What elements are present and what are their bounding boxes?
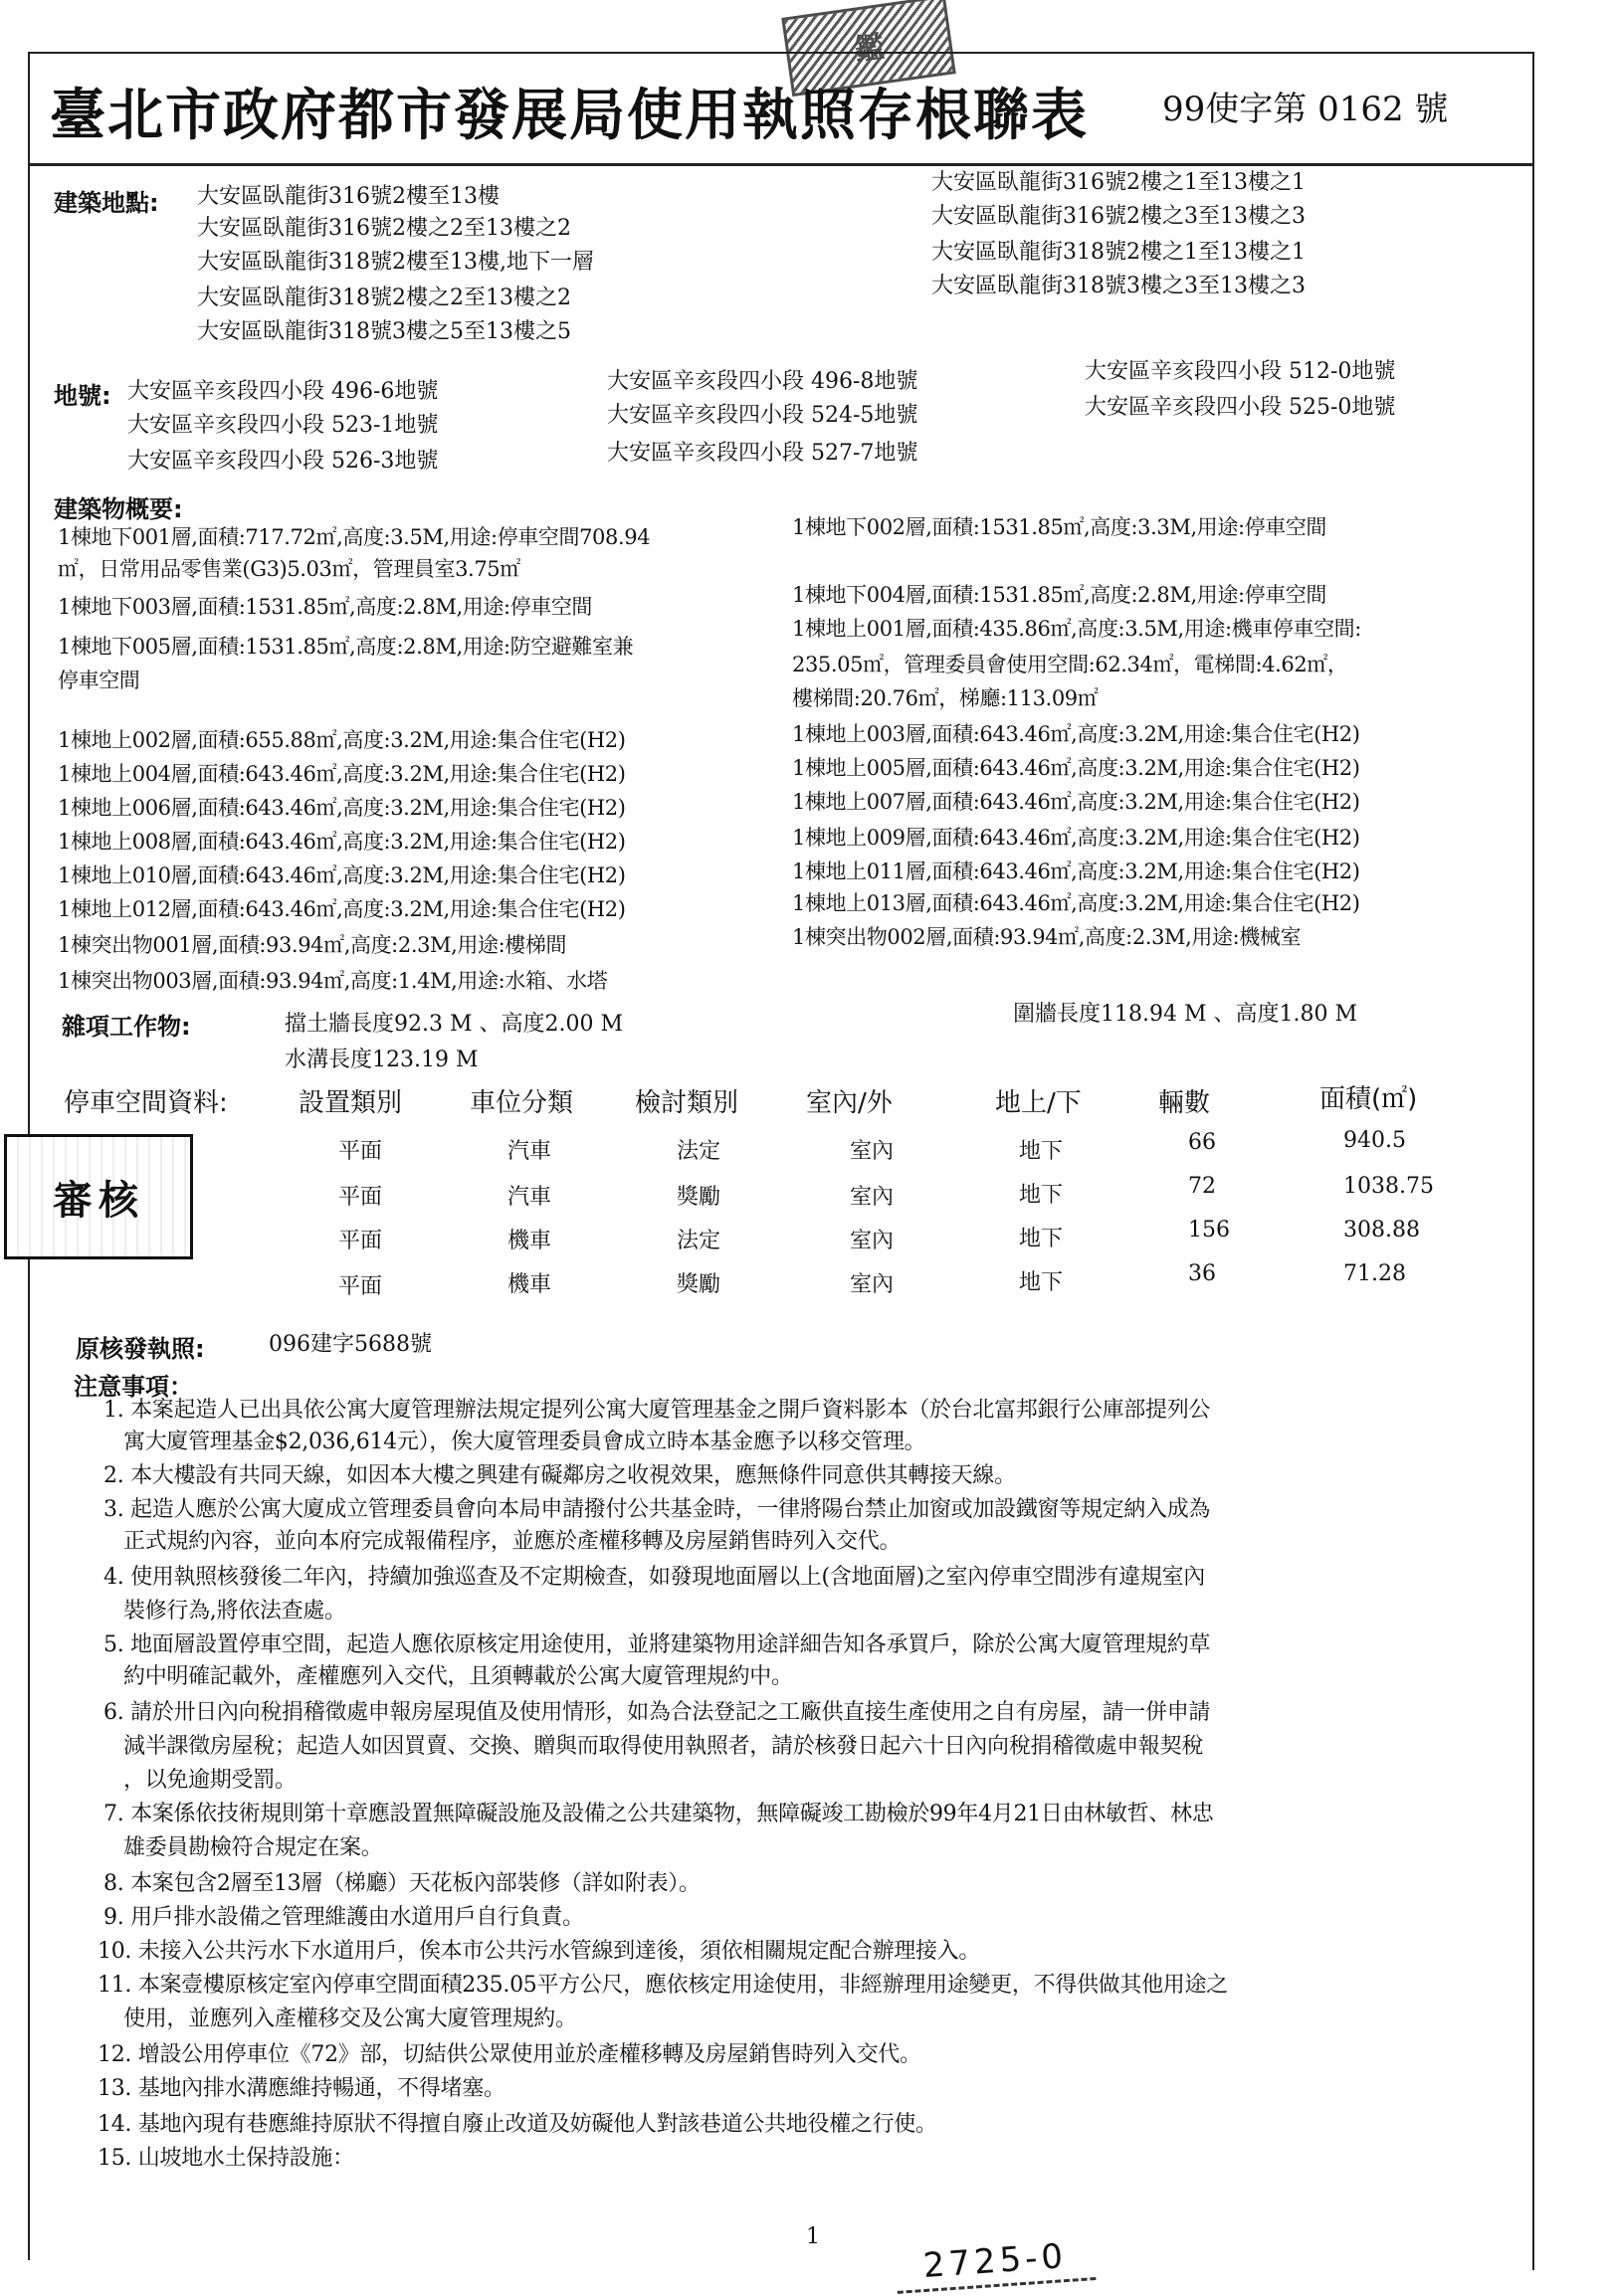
- parking-cell: 法定: [677, 1229, 721, 1253]
- notes-label: 注意事項：: [74, 1373, 193, 1401]
- note-line: 5. 地面層設置停車空間，起造人應依原核定用途使用，並將建築物用途詳細告知各承買戶，除於公寓大廈管理規約草: [103, 1632, 1211, 1657]
- overview-line-right: 1棟地上005層,面積:643.46㎡,高度:3.2M,用途:集合住宅(H2): [792, 756, 1360, 780]
- parking-cell: 156: [1188, 1218, 1230, 1243]
- overview-line-right: 1棟地上011層,面積:643.46㎡,高度:3.2M,用途:集合住宅(H2): [792, 860, 1360, 883]
- site-address-right: 大安區臥龍街318號3樓之3至13樓之3: [931, 274, 1306, 298]
- serial-stamp: 2725-0: [895, 2231, 1097, 2294]
- site-address-left: 大安區臥龍街318號2樓至13樓,地下一層: [197, 250, 594, 275]
- overview-line-left: 1棟地下001層,面積:717.72㎡,高度:3.5M,用途:停車空間708.94: [58, 525, 651, 549]
- parking-label: 停車空間資料:: [64, 1088, 228, 1118]
- lot-number: 大安區辛亥段四小段 512-0地號: [1085, 359, 1396, 384]
- overview-line-right: 1棟地下004層,面積:1531.85㎡,高度:2.8M,用途:停車空間: [792, 583, 1327, 607]
- lot-number: 大安區辛亥段四小段 527-7地號: [607, 441, 918, 466]
- header-rule-top: [28, 52, 1534, 54]
- parking-cell: 室內: [850, 1185, 895, 1210]
- parking-cell: 室內: [850, 1272, 895, 1297]
- note-line: 使用，並應列入產權移交及公寓大廈管理規約。: [123, 2007, 577, 2031]
- parking-cell: 平面: [338, 1229, 383, 1253]
- parking-cell: 1038.75: [1343, 1174, 1434, 1199]
- parking-cell: 平面: [338, 1139, 383, 1164]
- overview-line-left: 1棟地上002層,面積:655.88㎡,高度:3.2M,用途:集合住宅(H2): [58, 728, 626, 752]
- lot-number: 大安區辛亥段四小段 525-0地號: [1085, 395, 1396, 420]
- parking-cell: 平面: [338, 1274, 383, 1299]
- lot-number: 大安區辛亥段四小段 524-5地號: [607, 403, 918, 428]
- note-line: 9. 用戶排水設備之管理維護由水道用戶自行負責。: [103, 1905, 584, 1930]
- parking-cell: 汽車: [507, 1185, 552, 1210]
- site-address-left: 大安區臥龍街316號2樓之2至13樓之2: [197, 216, 571, 241]
- site-address-right: 大安區臥龍街316號2樓之3至13樓之3: [931, 204, 1306, 229]
- lot-number: 大安區辛亥段四小段 526-3地號: [127, 449, 439, 474]
- note-line: 15. 山坡地水土保持設施：: [98, 2146, 354, 2171]
- misc-label: 雜項工作物:: [62, 1013, 191, 1041]
- site-address-left: 大安區臥龍街318號3樓之5至13樓之5: [197, 319, 571, 344]
- overview-line-left: 1棟地下003層,面積:1531.85㎡,高度:2.8M,用途:停車空間: [58, 595, 593, 619]
- note-line: 1. 本案起造人已出具依公寓大廈管理辦法規定提列公寓大廈管理基金之開戶資料影本（於台北富邦銀行公庫部提列公: [103, 1398, 1211, 1423]
- parking-cell: 地下: [1019, 1227, 1064, 1251]
- parking-cell: 獎勵: [677, 1272, 721, 1297]
- site-address-right: 大安區臥龍街316號2樓之1至13樓之1: [931, 170, 1306, 195]
- permit-number: 99使字第 0162 號: [1162, 90, 1449, 129]
- parking-header: 輛數: [1158, 1088, 1211, 1118]
- parking-cell: 室內: [850, 1139, 895, 1164]
- official-seal-top: 鑑: [781, 0, 956, 96]
- misc-item: 圍牆長度118.94 M 、高度1.80 M: [1013, 1002, 1357, 1027]
- parking-cell: 室內: [850, 1229, 895, 1253]
- parking-cell: 308.88: [1343, 1218, 1420, 1243]
- overview-line-left: 1棟地下005層,面積:1531.85㎡,高度:2.8M,用途:防空避難室兼: [58, 635, 634, 659]
- note-line: 7. 本案係依技術規則第十章應設置無障礙設施及設備之公共建築物，無障礙竣工勘檢於99年4月21日由林敏哲、林忠: [103, 1802, 1214, 1826]
- site-address-left: 大安區臥龍街318號2樓之2至13樓之2: [197, 286, 571, 310]
- parking-cell: 地下: [1019, 1183, 1064, 1208]
- site-address-right: 大安區臥龍街318號2樓之1至13樓之1: [931, 240, 1306, 265]
- original-permit-label: 原核發執照:: [76, 1335, 205, 1363]
- lot-number: 大安區辛亥段四小段 496-8地號: [607, 369, 918, 394]
- note-line: 4. 使用執照核發後二年內，持續加強巡查及不定期檢查，如發現地面層以上(含地面層)之室內停車空間涉有違規室內: [103, 1565, 1205, 1590]
- lot-number: 大安區辛亥段四小段 523-1地號: [127, 413, 439, 438]
- overview-line-right: 樓梯間:20.76㎡，梯廳:113.09㎡: [792, 686, 1099, 710]
- overview-line-right: 1棟地下002層,面積:1531.85㎡,高度:3.3M,用途:停車空間: [792, 515, 1327, 539]
- misc-item: 水溝長度123.19 M: [285, 1048, 479, 1072]
- overview-line-left: ㎡，日常用品零售業(G3)5.03㎡，管理員室3.75㎡: [58, 557, 520, 581]
- parking-header: 室內/外: [806, 1088, 893, 1118]
- review-seal: 審核: [4, 1134, 193, 1259]
- page-title: 臺北市政府都市發展局使用執照存根聯表: [50, 84, 1089, 148]
- note-line: 約中明確記載外，產權應列入交代，且須轉載於公寓大廈管理規約中。: [123, 1664, 793, 1689]
- note-line: 8. 本案包含2層至13層（梯廳）天花板內部裝修（詳如附表）。: [103, 1871, 701, 1896]
- note-line: 6. 請於卅日內向稅捐稽徵處申報房屋現值及使用情形，如為合法登記之工廠供直接生產使用之自有房屋，請一併申請: [103, 1700, 1211, 1725]
- overview-line-right: 1棟地上013層,面積:643.46㎡,高度:3.2M,用途:集合住宅(H2): [792, 891, 1360, 915]
- header-rule-bottom: [28, 163, 1534, 166]
- parking-cell: 平面: [338, 1185, 383, 1210]
- parking-cell: 71.28: [1343, 1261, 1406, 1286]
- overview-line-left: 1棟突出物001層,面積:93.94㎡,高度:2.3M,用途:樓梯間: [58, 933, 567, 957]
- parking-cell: 法定: [677, 1139, 721, 1164]
- note-line: 正式規約內容，並向本府完成報備程序，並應於產權移轉及房屋銷售時列入交代。: [123, 1529, 902, 1554]
- parking-header: 地上/下: [995, 1088, 1082, 1118]
- parking-header: 設置類別: [299, 1088, 403, 1118]
- overview-label: 建築物概要:: [54, 495, 183, 523]
- overview-line-left: 停車空間: [58, 669, 140, 692]
- note-line: 13. 基地內排水溝應維持暢通，不得堵塞。: [98, 2076, 505, 2101]
- parking-cell: 72: [1188, 1174, 1216, 1199]
- parking-cell: 地下: [1019, 1270, 1064, 1295]
- parking-header: 檢討類別: [635, 1088, 739, 1118]
- note-line: ，以免逾期受罰。: [123, 1768, 297, 1793]
- note-line: 12. 增設公用停車位《72》部，切結供公眾使用並於產權移轉及房屋銷售時列入交代。: [98, 2042, 921, 2067]
- parking-cell: 機車: [507, 1272, 552, 1297]
- overview-line-left: 1棟地上008層,面積:643.46㎡,高度:3.2M,用途:集合住宅(H2): [58, 830, 626, 854]
- note-line: 10. 未接入公共污水下水道用戶，俟本市公共污水管線到達後，須依相關規定配合辦理接入。: [98, 1939, 981, 1964]
- page-number: 1: [806, 2224, 820, 2249]
- overview-line-left: 1棟地上012層,面積:643.46㎡,高度:3.2M,用途:集合住宅(H2): [58, 897, 626, 921]
- note-line: 裝修行為,將依法查處。: [123, 1599, 346, 1624]
- parking-cell: 66: [1188, 1130, 1216, 1155]
- misc-item: 擋土牆長度92.3 M 、高度2.00 M: [285, 1012, 624, 1037]
- note-line: 寓大廈管理基金$2,036,614元），俟大廈管理委員會成立時本基金應予以移交管理。: [123, 1430, 926, 1454]
- parking-cell: 940.5: [1343, 1128, 1406, 1153]
- overview-line-right: 1棟地上009層,面積:643.46㎡,高度:3.2M,用途:集合住宅(H2): [792, 826, 1360, 850]
- lots-label: 地號:: [54, 382, 111, 410]
- parking-header: 車位分類: [470, 1088, 574, 1118]
- note-line: 14. 基地內現有巷應維持原狀不得擅自廢止改道及妨礙他人對該巷道公共地役權之行使。: [98, 2112, 937, 2137]
- overview-line-right: 1棟地上001層,面積:435.86㎡,高度:3.5M,用途:機車停車空間:: [792, 617, 1361, 641]
- overview-line-right: 1棟突出物002層,面積:93.94㎡,高度:2.3M,用途:機械室: [792, 925, 1302, 949]
- note-line: 3. 起造人應於公寓大廈成立管理委員會向本局申請撥付公共基金時，一律將陽台禁止加窗或加設鐵窗等規定納入成為: [103, 1497, 1211, 1522]
- parking-cell: 獎勵: [677, 1185, 721, 1210]
- parking-cell: 地下: [1019, 1139, 1064, 1164]
- note-line: 減半課徵房屋稅；起造人如因買賣、交換、贈與而取得使用執照者，請於核發日起六十日內向稅捐稽徵處申報契稅: [123, 1734, 1204, 1759]
- overview-line-left: 1棟地上010層,面積:643.46㎡,高度:3.2M,用途:集合住宅(H2): [58, 863, 626, 887]
- overview-line-left: 1棟地上004層,面積:643.46㎡,高度:3.2M,用途:集合住宅(H2): [58, 762, 626, 786]
- site-label: 建築地點:: [54, 189, 159, 217]
- overview-line-right: 1棟地上003層,面積:643.46㎡,高度:3.2M,用途:集合住宅(H2): [792, 722, 1360, 746]
- overview-line-right: 1棟地上007層,面積:643.46㎡,高度:3.2M,用途:集合住宅(H2): [792, 790, 1360, 814]
- original-permit-value: 096建字5688號: [269, 1332, 432, 1357]
- note-line: 雄委員勘檢符合規定在案。: [123, 1835, 383, 1860]
- parking-cell: 汽車: [507, 1139, 552, 1164]
- note-line: 11. 本案壹樓原核定室內停車空間面積235.05平方公尺，應依核定用途使用，非經辦理用途變更，不得供做其他用途之: [98, 1973, 1228, 1998]
- site-address-left: 大安區臥龍街316號2樓至13樓: [197, 184, 500, 209]
- parking-header: 面積(㎡): [1319, 1084, 1418, 1114]
- note-line: 2. 本大樓設有共同天線，如因本大樓之興建有礙鄰房之收視效果，應無條件同意供其轉接天線。: [103, 1463, 1016, 1488]
- overview-line-left: 1棟地上006層,面積:643.46㎡,高度:3.2M,用途:集合住宅(H2): [58, 796, 626, 820]
- page-border-right: [1532, 52, 1534, 2270]
- overview-line-left: 1棟突出物003層,面積:93.94㎡,高度:1.4M,用途:水箱、水塔: [58, 969, 608, 993]
- overview-line-right: 235.05㎡，管理委員會使用空間:62.34㎡，電梯間:4.62㎡，: [792, 653, 1348, 676]
- lot-number: 大安區辛亥段四小段 496-6地號: [127, 379, 439, 404]
- parking-cell: 36: [1188, 1261, 1216, 1286]
- parking-cell: 機車: [507, 1229, 552, 1253]
